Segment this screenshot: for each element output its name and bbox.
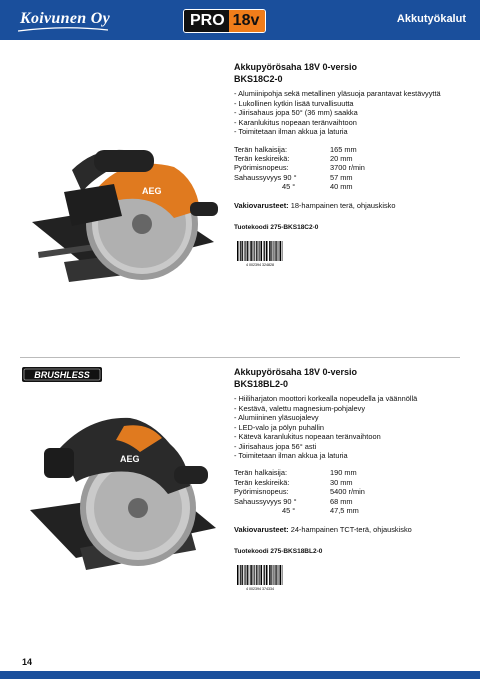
spec-value: 47,5 mm	[330, 506, 359, 516]
accessories	[234, 201, 464, 210]
barcode-bar	[280, 565, 281, 585]
spec-label: Pyörimisnopeus:	[234, 163, 289, 173]
feature-item: - Karanlukitus nopeaan teränvaihtoon	[234, 117, 357, 127]
feature-item: - Hiiliharjaton moottori korkealla nopeudella ja väännöllä	[234, 394, 418, 404]
barcode-bar	[259, 565, 260, 585]
product-model: BKS18C2-0	[234, 73, 283, 84]
spec-label: Terän halkaisija:	[234, 144, 287, 154]
accessories-label: Vakiovarusteet:	[234, 524, 289, 534]
barcode-bar	[259, 241, 260, 261]
feature-item: - Toimitetaan ilman akkua ja laturia	[234, 451, 348, 461]
barcode-bar	[254, 565, 255, 585]
product-2	[234, 367, 464, 593]
barcode-bar	[250, 241, 251, 261]
barcode-bar	[274, 241, 275, 261]
barcode-bar	[275, 565, 276, 585]
barcode-bar	[264, 565, 265, 585]
feature-item: - Kestävä, valettu magnesium-pohjalevy	[234, 403, 366, 413]
barcode-bar	[247, 565, 248, 585]
product-image-circular-saw	[24, 132, 224, 302]
barcode-bar	[275, 241, 276, 261]
barcode-number: 4 002394 374334	[246, 586, 274, 591]
brushless-badge	[22, 367, 102, 382]
feature-item: - Jiirisahaus jopa 56° asti	[234, 441, 317, 451]
feature-item: - Alumiinipohja sekä metallinen yläsuoja parantavat kestävyyttä	[234, 89, 441, 99]
barcode-bar	[274, 565, 275, 585]
feature-item: - Lukollinen kytkin lisää turvallisuutta	[234, 98, 354, 108]
spec-value: 68 mm	[330, 496, 353, 506]
product-image-circular-saw-brushless	[20, 408, 225, 583]
feature-item: - Alumiininen yläsuojalevy	[234, 413, 319, 423]
barcode-bar	[240, 565, 241, 585]
spec-value: 165 mm	[330, 144, 357, 154]
spec-table	[234, 145, 365, 192]
barcode-number: 4 002394 324828	[246, 262, 274, 267]
feature-item: - LED-valo ja pölyn puhallin	[234, 422, 324, 432]
volt-badge-label: 18v	[229, 10, 266, 32]
product-1	[234, 62, 464, 269]
spec-label: Terän keskireikä:	[234, 477, 290, 487]
barcode-bar	[280, 241, 281, 261]
spec-row	[234, 487, 365, 496]
barcode-bar	[261, 241, 262, 261]
feature-list	[234, 89, 464, 136]
brushless-badge-label: BRUSHLESS	[34, 370, 90, 380]
barcode-bar	[247, 241, 248, 261]
spec-value: 3700 r/min	[330, 163, 365, 173]
spec-row	[234, 182, 365, 191]
accessories-value: 18-hampainen terä, ohjauskisko	[290, 200, 396, 210]
product-code: Tuotekoodi 275-BKS18BL2-0	[234, 548, 323, 556]
spec-row	[234, 163, 365, 172]
spec-value: 5400 r/min	[330, 487, 365, 497]
barcode-bar	[242, 565, 243, 585]
barcode-icon	[234, 563, 286, 591]
feature-item: - Kätevä karanlukitus nopeaan teränvaihtoon	[234, 432, 381, 442]
product-code: Tuotekoodi 275-BKS18C2-0	[234, 224, 319, 232]
barcode-bar	[279, 565, 280, 585]
barcode-bar	[250, 565, 251, 585]
barcode-bar	[261, 565, 262, 585]
accessories	[234, 525, 464, 534]
barcode-bar	[266, 241, 267, 261]
barcode-icon	[234, 239, 286, 267]
spec-value: 20 mm	[330, 154, 353, 164]
feature-item: - Jiirisahaus jopa 50° (36 mm) saakka	[234, 108, 358, 118]
spec-row	[234, 145, 365, 154]
barcode-bar	[254, 241, 255, 261]
spec-row	[234, 478, 365, 487]
spec-label: Pyörimisnopeus:	[234, 487, 289, 497]
spec-label: Sahaussyvyys 90 °	[234, 496, 297, 506]
spec-value: 57 mm	[330, 172, 353, 182]
spec-row	[234, 173, 365, 182]
barcode-bar	[279, 241, 280, 261]
spec-row	[234, 506, 365, 515]
tool-brand-text: AEG	[120, 454, 140, 464]
section-divider	[20, 357, 460, 358]
tool-brand-text: AEG	[142, 186, 162, 196]
barcode-bar	[251, 241, 252, 261]
spec-row	[234, 154, 365, 163]
accessories-label: Vakiovarusteet:	[234, 200, 289, 210]
barcode-bar	[237, 565, 238, 585]
barcode-bar	[256, 241, 257, 261]
barcode-bar	[237, 241, 238, 261]
spec-value: 30 mm	[330, 477, 353, 487]
barcode-bar	[264, 241, 265, 261]
barcode-bar	[240, 241, 241, 261]
barcode-bar	[269, 241, 270, 261]
company-logo: Koivunen Oy	[20, 10, 110, 27]
spec-row	[234, 497, 365, 506]
product-title: Akkupyörösaha 18V 0-versio	[234, 62, 358, 72]
barcode-bar	[251, 565, 252, 585]
spec-label: 45 °	[282, 506, 296, 516]
spec-label: Sahaussyvyys 90 °	[234, 172, 297, 182]
pro-badge-label: PRO	[184, 10, 229, 32]
spec-label: 45 °	[282, 182, 296, 192]
barcode-bar	[256, 565, 257, 585]
barcode-bar	[245, 565, 246, 585]
spec-table	[234, 468, 365, 515]
category-title: Akkutyökalut	[396, 13, 466, 25]
product-title: Akkupyörösaha 18V 0-versio	[234, 367, 358, 377]
barcode-bar	[270, 565, 271, 585]
barcode-bar	[270, 241, 271, 261]
product-model: BKS18BL2-0	[234, 378, 289, 389]
logo-swoosh-icon	[18, 27, 108, 33]
feature-item: - Toimitetaan ilman akkua ja laturia	[234, 127, 348, 137]
header-bar	[0, 0, 480, 40]
barcode-bar	[269, 565, 270, 585]
footer-bar	[0, 671, 480, 679]
barcode-bar	[245, 241, 246, 261]
spec-label: Terän keskireikä:	[234, 154, 290, 164]
spec-value: 40 mm	[330, 182, 353, 192]
spec-value: 190 mm	[330, 468, 357, 478]
spec-row	[234, 468, 365, 477]
pro-18v-badge	[183, 9, 266, 33]
feature-list	[234, 394, 464, 460]
accessories-value: 24-hampainen TCT-terä, ohjauskisko	[290, 524, 412, 534]
spec-label: Terän halkaisija:	[234, 468, 287, 478]
page-number: 14	[22, 657, 33, 667]
barcode-bar	[242, 241, 243, 261]
barcode-bar	[266, 565, 267, 585]
